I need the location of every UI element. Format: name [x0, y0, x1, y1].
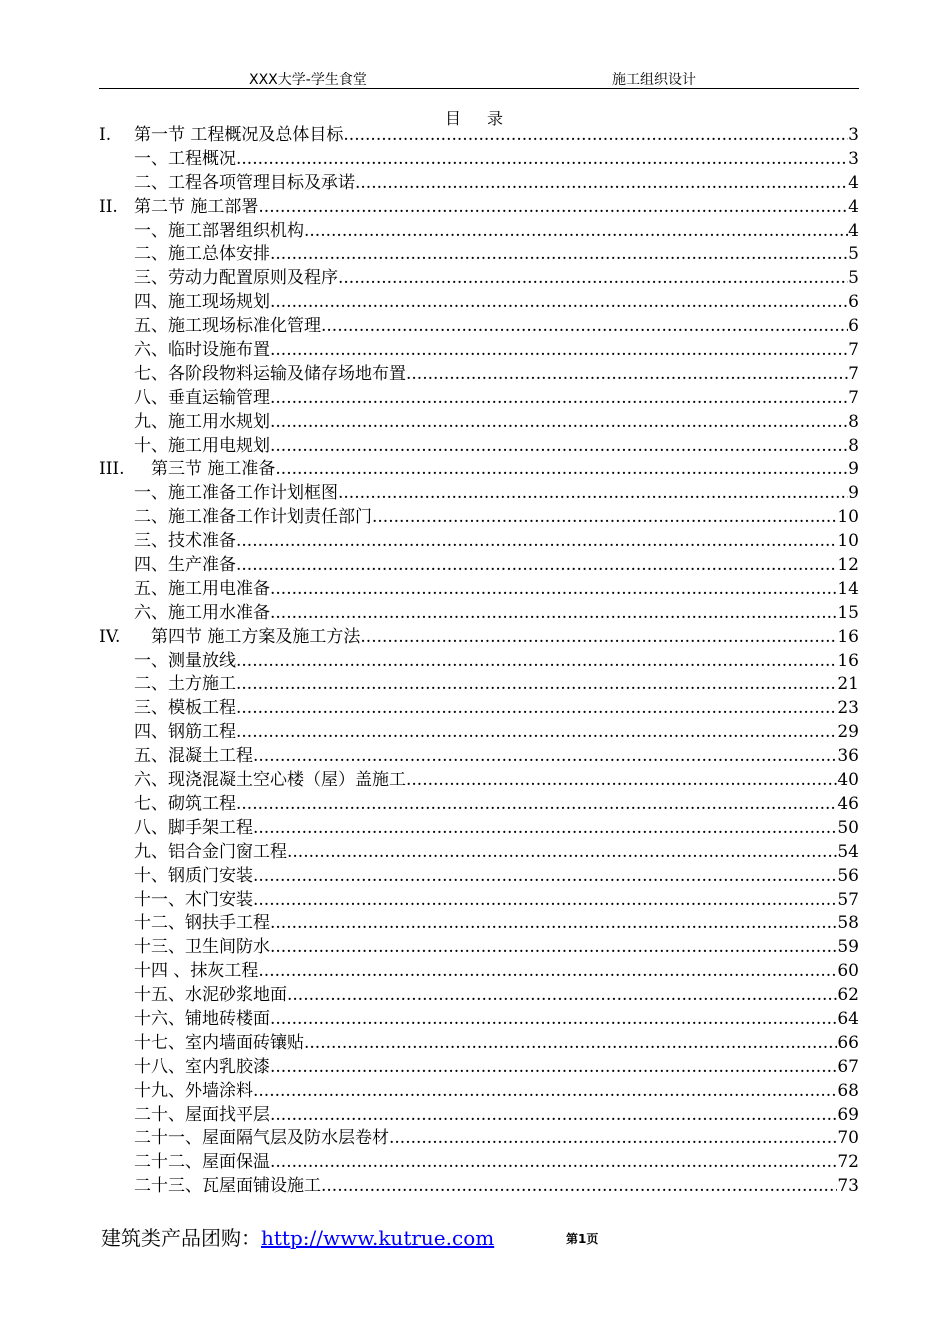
toc-dot-leader	[270, 435, 848, 459]
toc-entry[interactable]	[134, 697, 859, 721]
toc-dot-leader	[253, 865, 837, 889]
toc-entry[interactable]	[134, 267, 859, 291]
toc-section-row[interactable]	[99, 769, 859, 793]
toc-section-row[interactable]	[99, 554, 859, 578]
toc-entry[interactable]	[134, 745, 859, 769]
toc-page-number: 6	[848, 292, 859, 313]
toc-entry-title: 四、钢筋工程	[134, 721, 236, 745]
toc-page-number: 3	[848, 148, 859, 169]
toc-entry[interactable]	[134, 387, 859, 411]
toc-page-number: 10	[837, 531, 859, 552]
toc-page-number: 70	[837, 1128, 859, 1149]
toc-dot-leader	[236, 530, 837, 554]
toc-entry[interactable]	[134, 960, 859, 984]
toc-entry[interactable]	[134, 435, 859, 459]
toc-section-row[interactable]	[99, 1127, 859, 1151]
toc-entry[interactable]	[134, 411, 859, 435]
toc-dot-leader	[270, 602, 837, 626]
toc-page-number: 62	[837, 985, 859, 1006]
toc-entry-title: 一、施工部署组织机构	[134, 220, 304, 244]
footer-link[interactable]: http://www.kutrue.com	[261, 1226, 495, 1250]
toc-entry-title: 第三节 施工准备	[151, 458, 275, 482]
toc-section-row[interactable]	[99, 411, 859, 435]
toc-entry[interactable]	[134, 602, 859, 626]
toc-page-number: 15	[837, 602, 859, 623]
toc-section-row[interactable]	[99, 889, 859, 913]
toc-entry-title: 五、混凝土工程	[134, 745, 253, 769]
toc-entry[interactable]	[134, 363, 859, 387]
toc-entry[interactable]	[134, 1175, 859, 1199]
toc-dot-leader	[270, 1151, 837, 1175]
toc-section-row[interactable]	[99, 865, 859, 889]
toc-dot-leader	[253, 745, 837, 769]
toc-section-row[interactable]	[99, 363, 859, 387]
toc-entry-title: 五、施工现场标准化管理	[134, 315, 321, 339]
toc-page-number: 4	[848, 172, 859, 193]
page-header	[99, 66, 859, 89]
toc-dot-leader	[236, 554, 837, 578]
toc-page-number: 16	[837, 650, 859, 671]
toc-entry-title: 四、生产准备	[134, 554, 236, 578]
toc-page-number: 21	[837, 674, 859, 695]
toc-chapter-row[interactable]	[99, 458, 859, 482]
toc-entry-title: 十九、外墙涂料	[134, 1080, 253, 1104]
toc-page-number: 54	[837, 841, 859, 862]
toc-section-row[interactable]	[99, 339, 859, 363]
toc-entry-title: 二、施工总体安排	[134, 243, 270, 267]
toc-section-row[interactable]	[99, 1080, 859, 1104]
toc-page-number: 10	[837, 507, 859, 528]
toc-entry-title: 七、砌筑工程	[134, 793, 236, 817]
toc-page-number: 23	[837, 698, 859, 719]
toc-section-row[interactable]	[99, 243, 859, 267]
toc-dot-leader	[304, 220, 848, 244]
toc-entry[interactable]	[134, 841, 859, 865]
toc-entry-title: 七、各阶段物料运输及储存场地布置	[134, 363, 406, 387]
toc-entry-title: 第四节 施工方案及施工方法	[151, 626, 360, 650]
toc-page-number: 58	[837, 913, 859, 934]
toc-entry[interactable]	[134, 1032, 859, 1056]
toc-entry[interactable]	[134, 1127, 859, 1151]
toc-entry[interactable]	[134, 865, 859, 889]
toc-section-row[interactable]	[99, 578, 859, 602]
toc-entry[interactable]	[134, 148, 859, 172]
toc-entry[interactable]	[134, 530, 859, 554]
toc-section-row[interactable]	[99, 530, 859, 554]
toc-page-number: 4	[848, 220, 859, 241]
toc-section-row[interactable]	[99, 673, 859, 697]
toc-page-number: 36	[837, 746, 859, 767]
toc-entry[interactable]	[134, 1008, 859, 1032]
toc-page-number: 9	[848, 459, 859, 480]
toc-entry-title: 二十、屋面找平层	[134, 1104, 270, 1128]
toc-dot-leader	[406, 769, 837, 793]
toc-section-row[interactable]	[99, 1032, 859, 1056]
toc-page-number: 60	[837, 961, 859, 982]
toc-page-number: 14	[837, 578, 859, 599]
toc-entry[interactable]	[134, 793, 859, 817]
toc-section-row[interactable]	[99, 435, 859, 459]
toc-section-row[interactable]	[99, 148, 859, 172]
toc-entry[interactable]	[134, 339, 859, 363]
toc-dot-leader	[338, 267, 848, 291]
toc-chapter-number: I.	[99, 125, 112, 145]
toc-entry[interactable]	[151, 458, 859, 482]
toc-page-number: 9	[848, 483, 859, 504]
toc-dot-leader	[236, 650, 837, 674]
toc-entry-title: 六、施工用水准备	[134, 602, 270, 626]
toc-page-number: 7	[848, 363, 859, 384]
toc-dot-leader	[236, 697, 837, 721]
toc-entry-title: 十二、钢扶手工程	[134, 912, 270, 936]
toc-section-row[interactable]	[99, 745, 859, 769]
toc-entry-title: 三、劳动力配置原则及程序	[134, 267, 338, 291]
toc-entry-title: 二十一、屋面隔气层及防水层卷材	[134, 1127, 389, 1151]
toc-page-number: 72	[837, 1152, 859, 1173]
toc-dot-leader	[258, 196, 848, 220]
toc-chapter-number: IV.	[99, 626, 121, 647]
table-of-contents	[99, 124, 859, 1199]
toc-page-number: 73	[837, 1176, 859, 1197]
toc-dot-leader	[270, 243, 848, 267]
toc-entry-title: 十一、木门安装	[134, 889, 253, 913]
toc-dot-leader	[236, 793, 837, 817]
toc-dot-leader	[287, 984, 837, 1008]
toc-section-row[interactable]	[99, 721, 859, 745]
toc-page-number: 56	[837, 865, 859, 886]
toc-page-number: 29	[837, 722, 859, 743]
toc-dot-leader	[321, 1175, 837, 1199]
toc-entry-title: 一、工程概况	[134, 148, 236, 172]
toc-section-row[interactable]	[99, 1008, 859, 1032]
toc-entry[interactable]	[134, 315, 859, 339]
toc-entry-title: 六、现浇混凝土空心楼（屋）盖施工	[134, 769, 406, 793]
toc-dot-leader	[338, 482, 848, 506]
toc-section-row[interactable]	[99, 817, 859, 841]
toc-entry[interactable]	[134, 1151, 859, 1175]
toc-page-number: 68	[837, 1080, 859, 1101]
toc-dot-leader	[304, 1032, 837, 1056]
toc-page-number: 4	[848, 196, 859, 217]
toc-section-row[interactable]	[99, 220, 859, 244]
toc-entry-title: 六、临时设施布置	[134, 339, 270, 363]
toc-dot-leader	[270, 1104, 837, 1128]
toc-section-row[interactable]	[99, 841, 859, 865]
toc-entry-title: 三、技术准备	[134, 530, 236, 554]
toc-page-number: 12	[837, 555, 859, 576]
toc-entry-title: 一、测量放线	[134, 650, 236, 674]
toc-entry[interactable]	[134, 721, 859, 745]
toc-entry[interactable]	[134, 554, 859, 578]
toc-entry-title: 九、施工用水规划	[134, 411, 270, 435]
toc-entry-title: 第二节 施工部署	[134, 196, 258, 220]
toc-heading-part-1: 目	[444, 109, 463, 128]
toc-section-row[interactable]	[99, 506, 859, 530]
toc-entry[interactable]	[134, 124, 859, 148]
toc-page-number: 69	[837, 1104, 859, 1125]
toc-entry[interactable]	[134, 220, 859, 244]
toc-dot-leader	[270, 339, 848, 363]
toc-dot-leader	[406, 363, 848, 387]
toc-entry-title: 三、模板工程	[134, 697, 236, 721]
toc-entry-title: 四、施工现场规划	[134, 291, 270, 315]
toc-dot-leader	[270, 387, 848, 411]
toc-chapter-row[interactable]	[99, 196, 859, 220]
toc-dot-leader	[270, 411, 848, 435]
toc-entry-title: 十五、水泥砂浆地面	[134, 984, 287, 1008]
toc-entry[interactable]	[134, 936, 859, 960]
toc-entry[interactable]	[134, 984, 859, 1008]
toc-section-row[interactable]	[99, 172, 859, 196]
toc-section-row[interactable]	[99, 984, 859, 1008]
toc-section-row[interactable]	[99, 482, 859, 506]
toc-page-number: 64	[837, 1008, 859, 1029]
toc-page-number: 7	[848, 340, 859, 361]
toc-dot-leader	[372, 506, 837, 530]
toc-chapter-row[interactable]	[99, 124, 859, 148]
toc-entry-title: 十、施工用电规划	[134, 435, 270, 459]
toc-dot-leader	[360, 626, 837, 650]
toc-entry-title: 二十二、屋面保温	[134, 1151, 270, 1175]
toc-page-number: 50	[837, 817, 859, 838]
toc-entry[interactable]	[134, 1080, 859, 1104]
toc-section-row[interactable]	[99, 1175, 859, 1199]
toc-dot-leader	[258, 960, 837, 984]
toc-page-number: 3	[848, 125, 859, 145]
toc-page-number: 5	[848, 244, 859, 265]
toc-section-row[interactable]	[99, 1104, 859, 1128]
toc-dot-leader	[270, 912, 837, 936]
toc-dot-leader	[355, 172, 848, 196]
toc-section-row[interactable]	[99, 697, 859, 721]
toc-page-number: 6	[848, 316, 859, 337]
toc-entry-title: 二、工程各项管理目标及承诺	[134, 172, 355, 196]
toc-entry-title: 八、脚手架工程	[134, 817, 253, 841]
footer-promo	[101, 1222, 494, 1251]
toc-dot-leader	[236, 673, 837, 697]
toc-section-row[interactable]	[99, 960, 859, 984]
toc-dot-leader	[270, 291, 848, 315]
footer-label: 建筑类产品团购：	[101, 1226, 261, 1250]
toc-page-number: 46	[837, 793, 859, 814]
toc-dot-leader	[236, 721, 837, 745]
header-section-title: 施工组织设计	[612, 72, 696, 88]
toc-section-row[interactable]	[99, 1151, 859, 1175]
toc-section-row[interactable]	[99, 267, 859, 291]
toc-dot-leader	[253, 1080, 837, 1104]
footer-page-number: 第1页	[566, 1232, 599, 1246]
toc-dot-leader	[343, 124, 848, 148]
toc-entry[interactable]	[134, 769, 859, 793]
toc-entry[interactable]	[134, 673, 859, 697]
toc-entry-title: 五、施工用电准备	[134, 578, 270, 602]
toc-entry[interactable]	[134, 291, 859, 315]
toc-entry[interactable]	[134, 243, 859, 267]
toc-page-number: 67	[837, 1056, 859, 1077]
toc-dot-leader	[287, 841, 837, 865]
toc-dot-leader	[253, 817, 837, 841]
toc-entry-title: 十三、卫生间防水	[134, 936, 270, 960]
toc-dot-leader	[275, 458, 848, 482]
toc-section-row[interactable]	[99, 315, 859, 339]
toc-section-row[interactable]	[99, 291, 859, 315]
toc-page-number: 7	[848, 387, 859, 408]
toc-section-row[interactable]	[99, 936, 859, 960]
toc-entry-title: 十六、铺地砖楼面	[134, 1008, 270, 1032]
toc-chapter-number: II.	[99, 196, 118, 217]
toc-page-number: 8	[848, 435, 859, 456]
toc-entry[interactable]	[134, 578, 859, 602]
toc-dot-leader	[236, 148, 848, 172]
toc-dot-leader	[270, 1008, 837, 1032]
toc-section-row[interactable]	[99, 650, 859, 674]
toc-section-row[interactable]	[99, 602, 859, 626]
toc-section-row[interactable]	[99, 912, 859, 936]
toc-entry-title: 十、钢质门安装	[134, 865, 253, 889]
toc-entry[interactable]	[134, 1056, 859, 1080]
toc-entry-title: 十八、室内乳胶漆	[134, 1056, 270, 1080]
toc-chapter-number: III.	[99, 459, 125, 480]
toc-entry[interactable]	[134, 817, 859, 841]
toc-entry[interactable]	[134, 650, 859, 674]
toc-entry[interactable]	[134, 482, 859, 506]
toc-chapter-row[interactable]	[99, 626, 859, 650]
toc-entry[interactable]	[134, 196, 859, 220]
toc-section-row[interactable]	[99, 793, 859, 817]
toc-section-row[interactable]	[99, 1056, 859, 1080]
toc-dot-leader	[270, 578, 837, 602]
toc-entry-title: 八、垂直运输管理	[134, 387, 270, 411]
toc-entry[interactable]	[134, 912, 859, 936]
toc-page-number: 5	[848, 268, 859, 289]
toc-entry-title: 一、施工准备工作计划框图	[134, 482, 338, 506]
toc-page-number: 40	[837, 770, 859, 791]
toc-entry-title: 十四 、抹灰工程	[134, 960, 258, 984]
toc-page-number: 59	[837, 937, 859, 958]
toc-page-number: 16	[837, 626, 859, 647]
toc-entry[interactable]	[134, 506, 859, 530]
toc-page-number: 66	[837, 1032, 859, 1053]
toc-entry[interactable]	[134, 1104, 859, 1128]
toc-entry-title: 九、铝合金门窗工程	[134, 841, 287, 865]
toc-entry-title: 二、土方施工	[134, 673, 236, 697]
toc-dot-leader	[270, 936, 837, 960]
toc-heading-part-2: 录	[487, 109, 506, 128]
toc-page-number: 57	[837, 889, 859, 910]
toc-entry[interactable]	[151, 626, 859, 650]
toc-entry[interactable]	[134, 889, 859, 913]
toc-section-row[interactable]	[99, 387, 859, 411]
toc-entry-title: 二、施工准备工作计划责任部门	[134, 506, 372, 530]
toc-dot-leader	[389, 1127, 837, 1151]
toc-dot-leader	[270, 1056, 837, 1080]
toc-entry-title: 第一节 工程概况及总体目标	[134, 124, 343, 148]
header-document-title: XXX大学-学生食堂	[249, 72, 367, 88]
toc-page-number: 8	[848, 411, 859, 432]
toc-dot-leader	[321, 315, 848, 339]
toc-dot-leader	[253, 889, 837, 913]
toc-entry[interactable]	[134, 172, 859, 196]
toc-entry-title: 二十三、瓦屋面铺设施工	[134, 1175, 321, 1199]
toc-entry-title: 十七、室内墙面砖镶贴	[134, 1032, 304, 1056]
